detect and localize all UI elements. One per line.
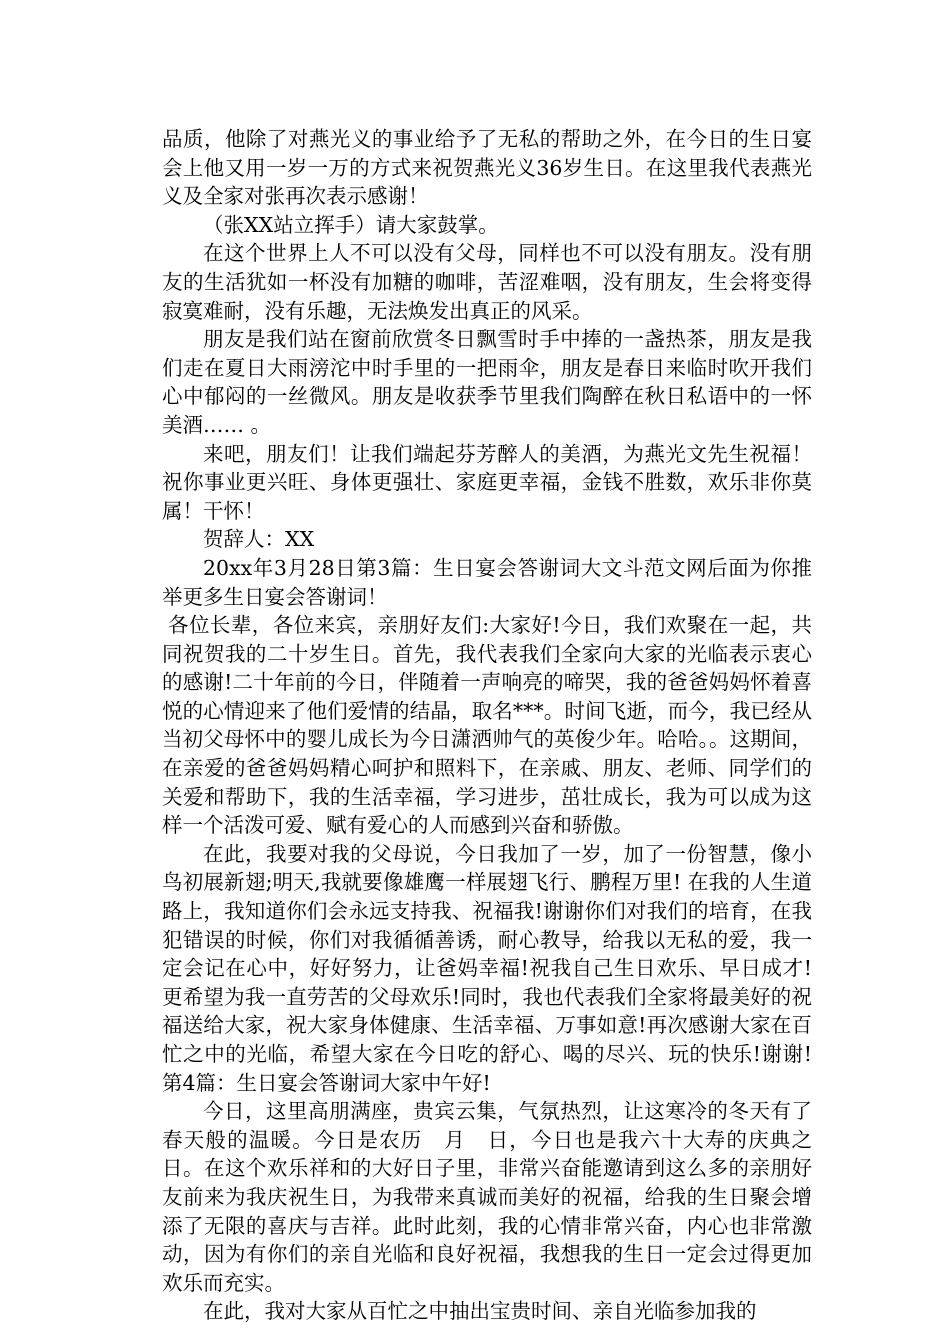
- date-and-heading: 20xx年3月28日第3篇：生日宴会答谢词大文斗范文网后面为你推举更多生日宴会答谢词！: [162, 555, 812, 609]
- paragraph-5: 来吧，朋友们！让我们端起芬芳醉人的美酒，为燕光文先生祝福！祝你事业更兴旺、身体更强壮、家庭更幸福，金钱不胜数，欢乐非你莫属！干怀！: [162, 441, 812, 523]
- paragraph-3: 在这个世界上人不可以没有父母，同样也不可以没有朋友。没有朋友的生活犹如一杯没有加糖的咖啡，苦涩难咽，没有朋友，生会将变得寂寞难耐，没有乐趣，无法焕发出真正的风采。: [162, 241, 812, 323]
- signature-line: 贺辞人：XX: [203, 527, 315, 552]
- document-body: [162, 125, 812, 1326]
- paragraph-2: （张XX站立挥手）请大家鼓掌。: [203, 212, 499, 237]
- paragraph-parents: 在此，我要对我的父母说，今日我加了一岁，加了一份智慧，像小鸟初展新翅;明天,我就要像雄鹰一样展翅飞行、鹏程万里! 在我的人生道路上，我知道你们会永远支持我、祝福我!谢谢你们对我们的培育，在我犯错误的时候，你们对我循循善诱，耐心教导，给我以无私的爱，我一定会记在心中，好好努力，让爸妈幸福!祝我自己生日欢乐、早日成才!更希望为我一直劳苦的父母欢乐!同时，我也代表我们全家将最美好的祝福送给大家，祝大家身体健康、生活幸福、万事如意!再次感谢大家在百忙之中的光临，希望大家在今日吃的舒心、喝的尽兴、玩的快乐!谢谢!第4篇：生日宴会答谢词大家中午好!: [162, 841, 812, 1095]
- paragraph-1: 品质，他除了对燕光义的事业给予了无私的帮助之外，在今日的生日宴会上他又用一岁一万的方式来祝贺燕光义36岁生日。在这里我代表燕光义及全家对张再次表示感谢！: [162, 127, 812, 209]
- paragraph-greeting: 各位长辈，各位来宾，亲朋好友们:大家好!今日，我们欢聚在一起，共同祝贺我的二十岁生日。首先，我代表我们全家向大家的光临表示衷心的感谢!二十年前的今日，伴随着一声响亮的啼哭，我的爸爸妈妈怀着喜悦的心情迎来了他们爱情的结晶，取名***。时间飞逝，而今，我已经从当初父母怀中的婴儿成长为今日潇洒帅气的英俊少年。哈哈。。这期间，在亲爱的爸爸妈妈精心呵护和照料下，在亲戚、朋友、老师、同学们的关爱和帮助下，我的生活幸福，学习进步，茁壮成长，我为可以成为这样一个活泼可爱、赋有爱心的人而感到兴奋和骄傲。: [162, 613, 812, 838]
- paragraph-birthday-60: 今日，这里高朋满座，贵宾云集，气氛热烈，让这寒冷的冬天有了春天般的温暖。今日是农历 月 日，今日也是我六十大寿的庆典之日。在这个欢乐祥和的大好日子里，非常兴奋能邀请到这么多的亲朋好友前来为我庆祝生日，为我带来真诚而美好的祝福，给我的生日聚会增添了无限的喜庆与吉祥。此时此刻，我的心情非常兴奋，内心也非常激动，因为有你们的亲自光临和良好祝福，我想我的生日一定会过得更加欢乐而充实。: [162, 1099, 812, 1295]
- paragraph-closing: 在此，我对大家从百忙之中抽出宝贵时间、亲自光临参加我的: [203, 1299, 757, 1324]
- paragraph-4: 朋友是我们站在窗前欣赏冬日飘雪时手中捧的一盏热茶，朋友是我们走在夏日大雨滂沱中时手里的一把雨伞，朋友是春日来临时吹开我们心中郁闷的一丝微风。朋友是收获季节里我们陶醉在秋日私语中的一怀美酒…… 。: [162, 327, 812, 437]
